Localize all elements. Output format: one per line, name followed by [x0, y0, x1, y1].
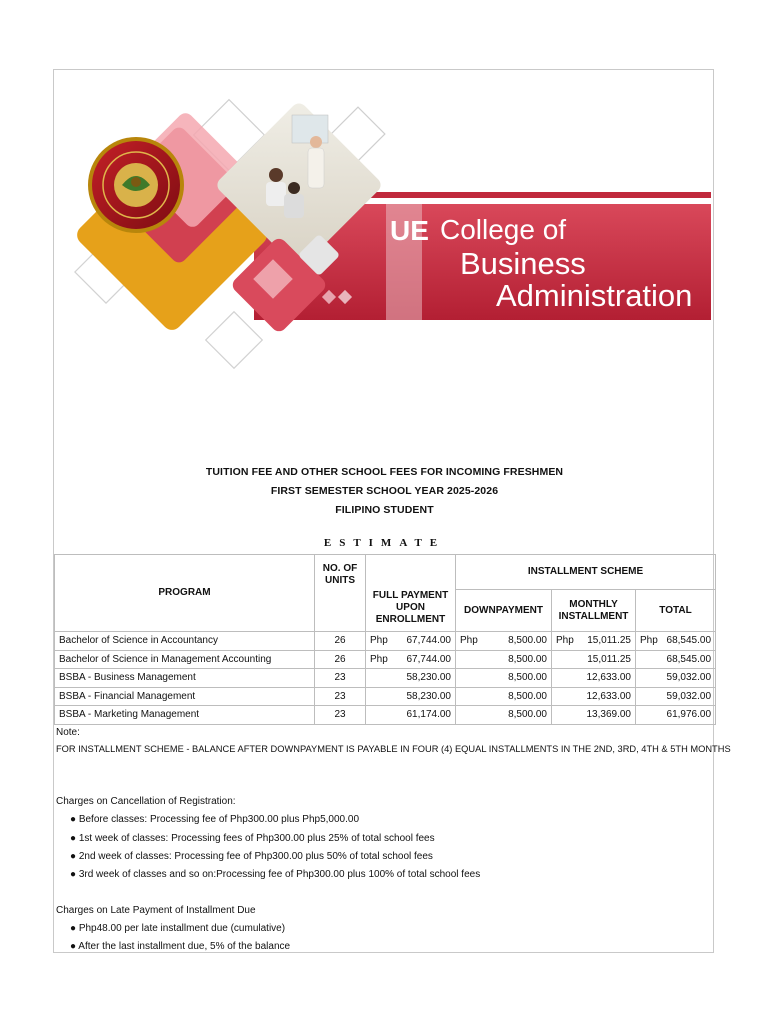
note-label: Note: [56, 727, 80, 738]
cell-downpayment: 8,500.00 [456, 669, 552, 688]
late-payment-item: ● Php48.00 per late installment due (cumulative) [70, 923, 286, 934]
college-seal [88, 137, 184, 233]
cell-units: 26 [315, 650, 366, 669]
cancellation-item: ● Before classes: Processing fee of Php300.00 plus Php5,000.00 [70, 814, 360, 825]
cell-monthly: Php 15,011.25 [552, 632, 636, 651]
table-row [55, 650, 716, 669]
bullet-icon: ● [70, 814, 77, 825]
table-row [55, 632, 716, 651]
cell-program: BSBA - Marketing Management [55, 706, 315, 725]
cell-monthly: 12,633.00 [552, 669, 636, 688]
table-row [55, 669, 716, 688]
cell-downpayment: 8,500.00 [456, 706, 552, 725]
cell-total: 59,032.00 [636, 669, 716, 688]
cell-monthly: 12,633.00 [552, 687, 636, 706]
table-row [55, 687, 716, 706]
cancellation-item: ● 2nd week of classes: Processing fee of Php300.00 plus 50% of total school fees [70, 851, 433, 862]
fee-sheet [53, 69, 731, 953]
cell-monthly: 15,011.25 [552, 650, 636, 669]
ue-logo-text: UE [390, 215, 429, 246]
bullet-icon: ● [70, 833, 77, 844]
currency-label: Php [370, 635, 388, 647]
cell-units: 23 [315, 706, 366, 725]
cell-full-payment: 61,174.00 [366, 706, 456, 725]
cell-total: 59,032.00 [636, 687, 716, 706]
bullet-icon: ● [70, 941, 77, 952]
fee-table [54, 554, 716, 725]
late-payment-item: ● After the last installment due, 5% of the balance [70, 941, 291, 952]
cell-units: 26 [315, 632, 366, 651]
title-line-3: FILIPINO STUDENT [335, 504, 434, 516]
college-banner [54, 70, 715, 370]
title-line-2: FIRST SEMESTER SCHOOL YEAR 2025-2026 [270, 485, 499, 497]
estimate-label: ESTIMATE [323, 537, 446, 549]
cell-total: 61,976.00 [636, 706, 716, 725]
business-text: Business [460, 246, 586, 281]
title-line-1: TUITION FEE AND OTHER SCHOOL FEES FOR INCOMING FRESHMEN [205, 466, 564, 478]
currency-label: Php [370, 653, 388, 665]
header-total: TOTAL [636, 590, 716, 632]
cell-program: BSBA - Business Management [55, 669, 315, 688]
cell-monthly: 13,369.00 [552, 706, 636, 725]
cell-total: Php 68,545.00 [636, 632, 716, 651]
header-program: PROGRAM [55, 555, 315, 632]
currency-label: Php [556, 635, 574, 647]
table-row [55, 706, 716, 725]
cell-units: 23 [315, 687, 366, 706]
bullet-icon: ● [70, 851, 77, 862]
header-installment-scheme: INSTALLMENT SCHEME [456, 555, 716, 590]
header-downpayment: DOWNPAYMENT [456, 590, 552, 632]
cell-program: BSBA - Financial Management [55, 687, 315, 706]
bullet-icon: ● [70, 923, 77, 934]
cancellation-item: ● 1st week of classes: Processing fees of Php300.00 plus 25% of total school fees [70, 833, 435, 844]
currency-label: Php [640, 635, 658, 647]
cell-program: Bachelor of Science in Accountancy [55, 632, 315, 651]
late-payment-title: Charges on Late Payment of Installment Due [56, 905, 256, 916]
header-full-payment: FULL PAYMENT UPON ENROLLMENT [366, 555, 456, 632]
cancellation-title: Charges on Cancellation of Registration: [56, 796, 236, 807]
cell-full-payment: Php 67,744.00 [366, 632, 456, 651]
header-units: NO. OF UNITS [315, 555, 366, 632]
cell-downpayment: 8,500.00 [456, 650, 552, 669]
currency-label: Php [460, 635, 478, 647]
cell-full-payment: Php 67,744.00 [366, 650, 456, 669]
bullet-icon: ● [70, 869, 77, 880]
cell-downpayment: 8,500.00 [456, 687, 552, 706]
header-monthly: MONTHLY INSTALLMENT [552, 590, 636, 632]
installment-note: FOR INSTALLMENT SCHEME - BALANCE AFTER DOWNPAYMENT IS PAYABLE IN FOUR (4) EQUAL INSTALLMENTS IN THE 2ND, 3RD, 4TH & 5TH MONTHS [56, 744, 731, 754]
cell-full-payment: 58,230.00 [366, 687, 456, 706]
cancellation-item: ● 3rd week of classes and so on:Processing fee of Php300.00 plus 100% of total school fees [70, 869, 481, 880]
cell-full-payment: 58,230.00 [366, 669, 456, 688]
cell-total: 68,545.00 [636, 650, 716, 669]
cell-units: 23 [315, 669, 366, 688]
cell-program: Bachelor of Science in Management Accounting [55, 650, 315, 669]
college-of-text: College of [440, 214, 567, 245]
cell-downpayment: Php 8,500.00 [456, 632, 552, 651]
administration-text: Administration [496, 278, 693, 313]
